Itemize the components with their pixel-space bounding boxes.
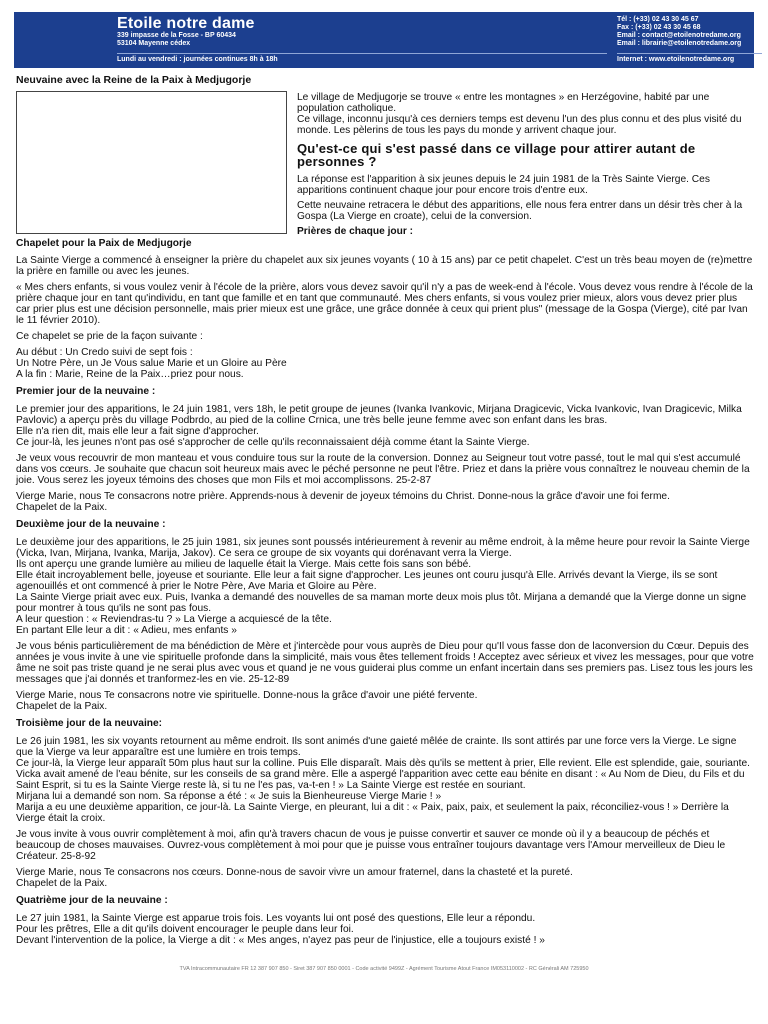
day4-paragraph-2: Pour les prêtres, Elle a dit qu'ils doivent encourager le peuple dans leur foi.: [16, 924, 354, 935]
header-divider-right: [617, 53, 762, 54]
day3-paragraph-1: Le 26 juin 1981, les six voyants retournent au même endroit. Ils sont animés d'une gaieté mêlée de crainte. Ils sont attirés par une force vers la Vierge. Le signe que la Vierge va leur apparaître est une lumière en trois temps.: [16, 736, 737, 758]
chaplet-repeat: Un Notre Père, un Je Vous salue Marie et un Gloire au Père: [16, 358, 287, 369]
day2-paragraph-3: Elle était incroyablement belle, joyeuse et souriante. Elle leur a fait signe d'approcher. Les jeunes ont couru jusqu'à Elle. Arrivés devant la Vierge, ils se sont agenouillés et ont commencé à prier le Notre Père, Ave Maria et Gloire au Père.: [16, 570, 718, 592]
answer-paragraph-2: Cette neuvaine retracera le début des apparitions, elle nous fera entrer dans un désir très cher à la Gospa (La Vierge en croate), celui de la conversion.: [297, 200, 743, 222]
day4-paragraph-1: Le 27 juin 1981, la Sainte Vierge est apparue trois fois. Les voyants lui ont posé des questions, Elle leur a répondu.: [16, 913, 536, 924]
intro-paragraph-1: Le village de Medjugorje se trouve « entre les montagnes » en Herzégovine, habité par une population catholique.: [297, 92, 710, 114]
day2-paragraph-6: En partant Elle leur a dit : « Adieu, mes enfants »: [16, 625, 237, 636]
day1-paragraph-3: Ce jour-là, les jeunes n'ont pas osé s'approcher de celle qu'ils reconnaissaient déjà comme étant la Sainte Vierge.: [16, 437, 530, 448]
day3-message: Je vous invite à vous ouvrir complètement à moi, afin qu'à travers chacun de vous je puisse convertir et sauver ce monde où il y a beaucoup de péchés et beaucoup de choses mauvaises. Ouvrez-vous complètement à moi pour que je puisse vous entraîner toujours davantage vers l'Amour merveilleux de Dieu le Créateur. 25-8-92: [16, 829, 726, 862]
question-heading: Qu'est-ce qui s'est passé dans ce village pour attirer autant de personnes ?: [297, 141, 696, 169]
main-text: [16, 238, 754, 946]
website[interactable]: Internet : www.etoilenotredame.org: [617, 56, 735, 63]
intro-paragraph-2: Ce village, inconnu jusqu'à ces derniers temps est devenu l'un des plus connu et des plus visité du monde. Les pèlerins de tous les pays du monde y arrivent chaque jour.: [297, 114, 742, 136]
company-name: Etoile notre dame: [117, 15, 255, 32]
daily-prayers-heading: Prières de chaque jour :: [297, 226, 414, 237]
header-divider: [117, 53, 607, 54]
address-line-2: 53104 Mayenne cédex: [117, 40, 191, 47]
day3-paragraph-3: Vicka avait amené de l'eau bénite, sur les conseils de sa grand mère. Elle a aspergé l'apparition avec cette eau bénite en disant : « Au Nom de Dieu, du Fils et du Saint Esprit, si tu es la Sainte Vierge reste là, si tu ne l'es pas, va-t-en ! » La Sainte Vierge est restée en souriant.: [16, 769, 745, 791]
day1-paragraph-2: Elle n'a rien dit, mais elle leur a fait signe d'approcher.: [16, 426, 259, 437]
day2-paragraph-2: Ils ont aperçu une grande lumière au milieu de laquelle était la Vierge. Mais cette fois sans son bébé.: [16, 559, 472, 570]
day1-paragraph-1: Le premier jour des apparitions, le 24 juin 1981, vers 18h, le petit groupe de jeunes (Ivanka Ivankovic, Mirjana Dragicevic, Vicka Ivankovic, Ivan Dragicevic, Milka Pavlovic) a aperçu près du village Podbrdo, au pied de la colline Crnica, une très belle jeune femme avec son enfant dans les bras.: [16, 404, 742, 426]
day1-heading: Premier jour de la neuvaine :: [16, 386, 156, 397]
day3-prayer: Vierge Marie, nous Te consacrons nos cœurs. Donne-nous de savoir vivre un amour fraternel, dans la chasteté et la pureté.: [16, 867, 573, 878]
email-librairie[interactable]: Email : librairie@etoilenotredame.org: [617, 40, 742, 47]
chaplet-end: A la fin : Marie, Reine de la Paix…priez pour nous.: [16, 369, 244, 380]
email-contact[interactable]: Email : contact@etoilenotredame.org: [617, 32, 741, 39]
day2-paragraph-1: Le deuxième jour des apparitions, le 25 juin 1981, six jeunes sont poussés intérieurement à revenir au même endroit, à la même heure pour revoir la Sainte Vierge (Vicka, Ivan, Mirjana, Ivanka, Marija, Jakov). Ce sera ce groupe de six voyants qui dorénavant verra la Vierge.: [16, 537, 750, 559]
day2-paragraph-4: La Sainte Vierge priait avec eux. Puis, Ivanka a demandé des nouvelles de sa maman morte deux mois plus tôt. Mirjana a demandé que la Vierge donne un signe pour montrer à tous qu'ils ne sont pas fous.: [16, 592, 747, 614]
company-address: [117, 32, 236, 48]
legal-footer: TVA Intracommunautaire FR 12 387 907 850 - Siret 387 907 850 0001 - Code activité 9499Z - Agrément Tourisme Atout France IM053110002 - RC Générali AM 725950: [179, 966, 589, 972]
day1-close: Chapelet de la Paix.: [16, 502, 108, 513]
day3-paragraph-4: Mirjana lui a demandé son nom. Sa réponse a été : « Je suis la Bienheureuse Vierge Marie ! »: [16, 791, 442, 802]
chaplet-how: Ce chapelet se prie de la façon suivante :: [16, 331, 203, 342]
day2-close: Chapelet de la Paix.: [16, 701, 108, 712]
chaplet-start: Au début : Un Credo suivi de sept fois :: [16, 347, 193, 358]
contact-info: [617, 16, 741, 48]
document-title: Neuvaine avec la Reine de la Paix à Medjugorje: [16, 74, 252, 86]
intro-column: [297, 92, 755, 237]
address-line-1: 339 impasse de la Fosse - BP 60434: [117, 32, 236, 39]
day4-paragraph-3: Devant l'intervention de la police, la Vierge a dit : « Mes anges, n'ayez pas peur de l'injustice, elle a toujours existé ! »: [16, 935, 545, 946]
chaplet-quote: « Mes chers enfants, si vous voulez venir à l'école de la prière, alors vous devez savoir qu'il n'y a pas de week-end à l'école. Vous devez vous rendre à l'école de la prière chaque jour en tant qu'individu, en tant que famille et en tant que communauté. Mes chers enfants, si vous voulez prier mieux, alors vous devez prier plus car prier plus est une décision personnelle, mais prier mieux est une grâce, une grâce donnée à ceux qui prient plus" (message de la Gospa (Vierge), cité par Ivan le 11 février 2010).: [16, 282, 753, 326]
day3-paragraph-2: Ce jour-là, la Vierge leur apparaît 50m plus haut sur la colline. Puis Elle disparaît. Mais dès qu'ils se mettent à prier, Elle revient. Elle est splendide, gaie, souriante.: [16, 758, 750, 769]
day4-heading: Quatrième jour de la neuvaine :: [16, 895, 168, 906]
answer-paragraph-1: La réponse est l'apparition à six jeunes depuis le 24 juin 1981 de la Très Sainte Vierge. Ces apparitions continuent chaque jour pour encore trois d'entre eux.: [297, 174, 710, 196]
day2-prayer: Vierge Marie, nous Te consacrons notre vie spirituelle. Donne-nous la grâce d'avoir une piété fervente.: [16, 690, 478, 701]
opening-hours: Lundi au vendredi : journées continues 8h à 18h: [117, 56, 278, 63]
day2-message: Je vous bénis particulièrement de ma bénédiction de Mère et j'intercède pour vous auprès de Dieu pour qu'Il vous fasse don de laconversion du Cœur. Depuis des années je vous invite à une vie spirituelle profonde dans la simplicité, mais vous êtes tellement froids ! Acceptez avec sérieux et vivez les messages, pour que votre âme ne soit pas triste quand je ne serai plus avec vous et quand je ne vous guiderai plus comme un enfant incertain dans ses premiers pas. Lisez tous les jours les messages que j'ai donnés et tranformez-les en vie. 25-12-89: [16, 641, 754, 685]
day2-heading: Deuxième jour de la neuvaine :: [16, 519, 166, 530]
day3-paragraph-5: Marija a eu une deuxième apparition, ce jour-là. La Sainte Vierge, en pleurant, lui a dit : « Paix, paix, paix, et seulement la paix, réconciliez-vous ! » Derrière la Vierge était la croix.: [16, 802, 729, 824]
fax: Fax : (+33) 02 43 30 45 68: [617, 24, 701, 31]
day1-prayer: Vierge Marie, nous Te consacrons notre prière. Apprends-nous à devenir de joyeux témoins du Christ. Donne-nous la grâce d'avoir une foi ferme.: [16, 491, 670, 502]
chaplet-heading: Chapelet pour la Paix de Medjugorje: [16, 238, 192, 249]
chaplet-paragraph: La Sainte Vierge a commencé à enseigner la prière du chapelet aux six jeunes voyants ( 10 à 15 ans) par ce petit chapelet. C'est un très beau moyen de (re)mettre la prière en famille ou avec les jeunes.: [16, 255, 753, 277]
day1-message: Je veux vous recouvrir de mon manteau et vous conduire tous sur la route de la conversion. Donnez au Seigneur tout votre passé, tout le mal qui s'est accumulé dans vos cœurs. Je souhaite que chacun soit heureux mais avec le péché personne ne peut l'être. Priez et dans la prière vous connaîtrez le nouveau chemin de la joie. Vous serez les joyeux témoins des choses que mon Fils et moi accomplissons. 25-2-87: [16, 453, 750, 486]
letterhead: [14, 12, 754, 68]
phone: Tél : (+33) 02 43 30 45 67: [617, 16, 699, 23]
day3-heading: Troisième jour de la neuvaine:: [16, 718, 163, 729]
image-placeholder: [16, 91, 287, 234]
day2-paragraph-5: A leur question : « Reviendras-tu ? » La Vierge a acquiescé de la tête.: [16, 614, 332, 625]
day3-close: Chapelet de la Paix.: [16, 878, 108, 889]
